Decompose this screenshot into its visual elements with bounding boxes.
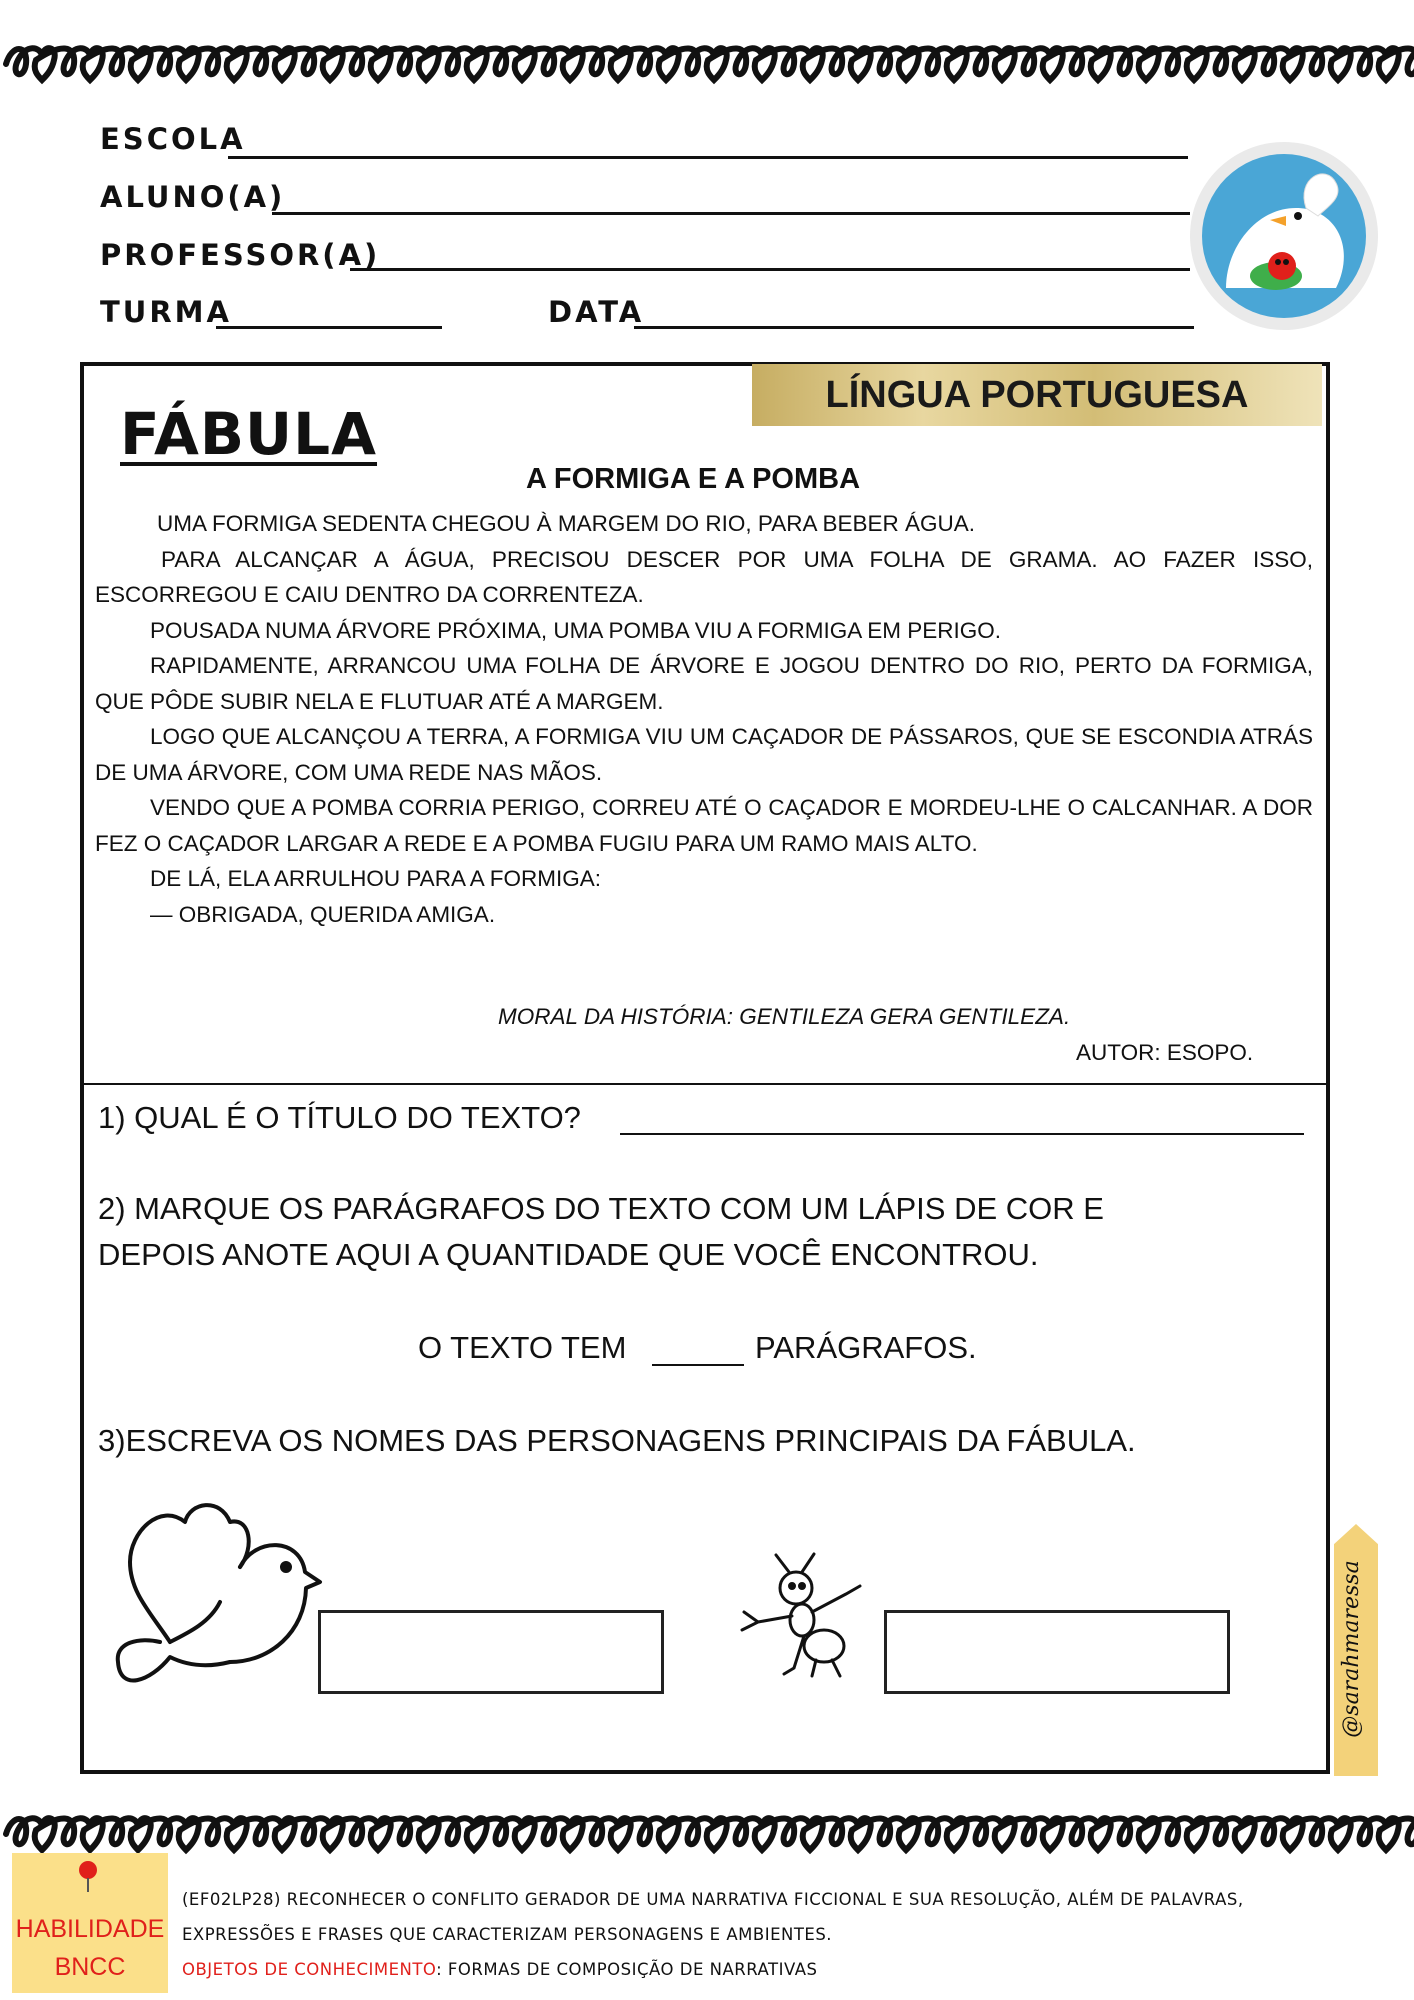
story-paragraph: RAPIDAMENTE, ARRANCOU UMA FOLHA DE ÁRVORE E JOGOU DENTRO DO RIO, PERTO DA FORMIGA, QUE PÔDE SUBIR NELA E FLUTUAR ATÉ A MARGEM.	[95, 653, 1313, 714]
question-2-answer-suffix: PARÁGRAFOS.	[755, 1330, 977, 1365]
ant-icon	[734, 1550, 874, 1684]
question-3: 3)ESCREVA OS NOMES DAS PERSONAGENS PRINCIPAIS DA FÁBULA.	[98, 1423, 1136, 1458]
question-1-answer-line[interactable]	[620, 1133, 1304, 1135]
teacher-label: PROFESSOR(A)	[100, 238, 381, 272]
genre-title: FÁBULA	[120, 400, 378, 468]
pushpin-icon	[76, 1860, 100, 1894]
swan-logo-icon	[1186, 138, 1382, 334]
bncc-tag-line2: BNCC	[54, 1953, 126, 1981]
watermark-text: @sarahmaressa	[1339, 1560, 1364, 1738]
question-2-answer-prefix: O TEXTO TEM	[418, 1330, 627, 1365]
story-paragraph: DE LÁ, ELA ARRULHOU PARA A FORMIGA:	[150, 866, 601, 891]
ant-name-box[interactable]	[884, 1610, 1230, 1694]
bncc-skill-line1: (EF02LP28) RECONHECER O CONFLITO GERADOR DE UMA NARRATIVA FICCIONAL E SUA RESOLUÇÃO, ALÉM DE PALAVRAS,	[182, 1890, 1244, 1909]
bncc-skill-line2: EXPRESSÕES E FRASES QUE CARACTERIZAM PERSONAGENS E AMBIENTES.	[182, 1925, 833, 1944]
teacher-line[interactable]	[350, 268, 1190, 271]
heart-swirl-icon	[6, 1818, 1414, 1850]
student-line[interactable]	[272, 212, 1190, 215]
school-line[interactable]	[228, 156, 1188, 159]
heart-border-bottom-icon	[0, 1800, 1414, 1860]
dove-icon	[110, 1492, 326, 1702]
dove-name-box[interactable]	[318, 1610, 664, 1694]
question-2-line1: 2) MARQUE OS PARÁGRAFOS DO TEXTO COM UM LÁPIS DE COR E	[98, 1191, 1104, 1226]
bncc-tag-line1: HABILIDADE	[15, 1915, 165, 1943]
story-moral: MORAL DA HISTÓRIA: GENTILEZA GERA GENTILEZA.	[498, 1004, 1071, 1029]
story-paragraph: UMA FORMIGA SEDENTA CHEGOU À MARGEM DO RIO, PARA BEBER ÁGUA.	[157, 511, 976, 536]
subject-banner-label: LÍNGUA PORTUGUESA	[825, 374, 1249, 416]
story-paragraph: LOGO QUE ALCANÇOU A TERRA, A FORMIGA VIU UM CAÇADOR DE PÁSSAROS, QUE SE ESCONDIA ATRÁS DE UMA ÁRVORE, COM UMA REDE NAS MÃOS.	[95, 724, 1313, 785]
story-paragraph: VENDO QUE A POMBA CORRIA PERIGO, CORREU ATÉ O CAÇADOR E MORDEU-LHE O CALCANHAR. A DOR FEZ O CAÇADOR LARGAR A REDE E A POMBA FUGIU PARA UM RAMO MAIS ALTO.	[95, 795, 1313, 856]
subject-banner	[752, 364, 1322, 426]
heart-swirl-icon	[6, 48, 1414, 80]
date-line[interactable]	[634, 326, 1194, 329]
paragraph-count-line[interactable]	[652, 1364, 744, 1366]
story-paragraph: PARA ALCANÇAR A ÁGUA, PRECISOU DESCER POR UMA FOLHA DE GRAMA. AO FAZER ISSO, ESCORREGOU E CAIU DENTRO DA CORRENTEZA.	[95, 546, 1313, 607]
bncc-objects-label: OBJETOS DE CONHECIMENTO	[182, 1960, 437, 1979]
bncc-objects	[182, 1953, 817, 1987]
story-paragraph: POUSADA NUMA ÁRVORE PRÓXIMA, UMA POMBA VIU A FORMIGA EM PERIGO.	[150, 617, 1002, 643]
class-label: TURMA	[100, 295, 232, 329]
heart-border-top-icon	[0, 30, 1414, 90]
story-title: A FORMIGA E A POMBA	[525, 463, 861, 495]
question-2-line2: DEPOIS ANOTE AQUI A QUANTIDADE QUE VOCÊ ENCONTROU.	[98, 1237, 1039, 1272]
question-1: 1) QUAL É O TÍTULO DO TEXTO?	[98, 1100, 581, 1135]
section-divider	[80, 1083, 1330, 1085]
bncc-tag	[12, 1910, 168, 1986]
story-body	[95, 506, 1313, 932]
student-label: ALUNO(A)	[100, 180, 286, 214]
class-line[interactable]	[216, 326, 442, 329]
bncc-objects-value: : FORMAS DE COMPOSIÇÃO DE NARRATIVAS	[436, 1960, 818, 1979]
school-label: ESCOLA	[100, 122, 246, 156]
story-paragraph: — OBRIGADA, QUERIDA AMIGA.	[150, 901, 496, 927]
date-label: DATA	[548, 295, 645, 329]
story-author: AUTOR: ESOPO.	[1076, 1040, 1254, 1065]
